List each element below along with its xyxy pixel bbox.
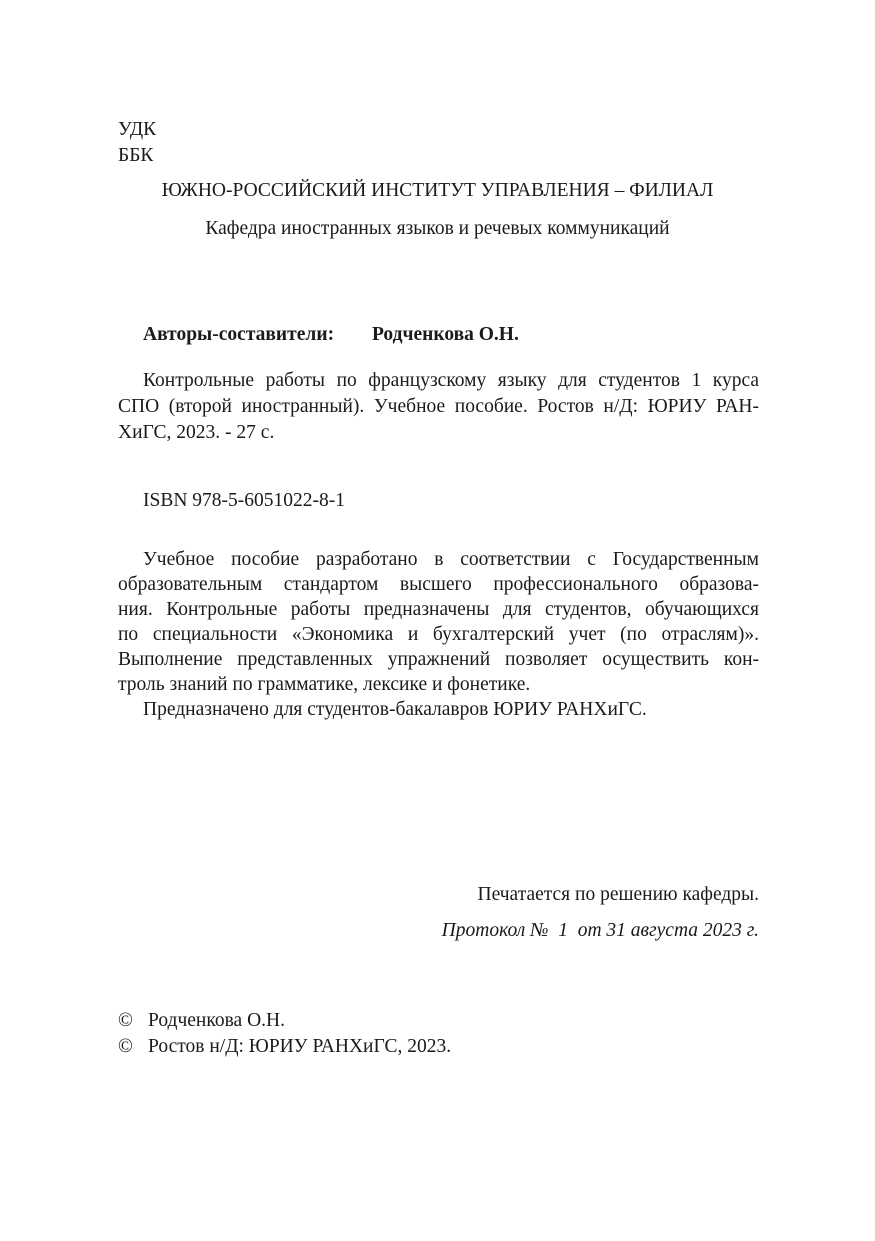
institution-title: ЮЖНО-РОССИЙСКИЙ ИНСТИТУТ УПРАВЛЕНИЯ – ФИЛИАЛ xyxy=(161,180,714,201)
copyright-publisher: Ростов н/Д: ЮРИУ РАНХиГС, 2023. xyxy=(148,1036,452,1057)
bbk-label: ББК xyxy=(118,145,154,166)
isbn: ISBN 978-5-6051022-8-1 xyxy=(143,490,346,511)
department-title: Кафедра иностранных языков и речевых коммуникаций xyxy=(205,218,670,239)
intended-audience: Предназначено для студентов-бакалавров ЮРИУ РАНХиГС. xyxy=(143,699,647,720)
copyright-symbol: © xyxy=(118,1036,133,1057)
annotation-line: троль знаний по грамматике, лексике и фонетике. xyxy=(118,674,531,695)
authors-label: Авторы-составители: xyxy=(143,324,335,345)
annotation-line: Учебное пособие разработано в соответствии с Государственным xyxy=(143,549,759,570)
annotation-line: ния. Контрольные работы предназначены для студентов, обучающихся xyxy=(118,599,759,620)
annotation-line: по специальности «Экономика и бухгалтерский учет (по отраслям)». xyxy=(118,624,759,645)
approval-protocol: Протокол № 1 от 31 августа 2023 г. xyxy=(441,920,759,941)
annotation-line: Выполнение представленных упражнений позволяет осуществить кон- xyxy=(118,649,759,670)
copyright-symbol: © xyxy=(118,1010,133,1031)
udk-label: УДК xyxy=(118,119,157,140)
citation-line: СПО (второй иностранный). Учебное пособие. Ростов н/Д: ЮРИУ РАН- xyxy=(118,396,759,417)
citation-line: ХиГС, 2023. - 27 с. xyxy=(118,422,275,443)
authors-name: Родченкова О.Н. xyxy=(372,324,519,345)
approval-decision: Печатается по решению кафедры. xyxy=(477,884,759,905)
citation-line: Контрольные работы по французскому языку для студентов 1 курса xyxy=(143,370,759,391)
copyright-author: Родченкова О.Н. xyxy=(148,1010,285,1031)
annotation-line: образовательным стандартом высшего профессионального образова- xyxy=(118,574,759,595)
